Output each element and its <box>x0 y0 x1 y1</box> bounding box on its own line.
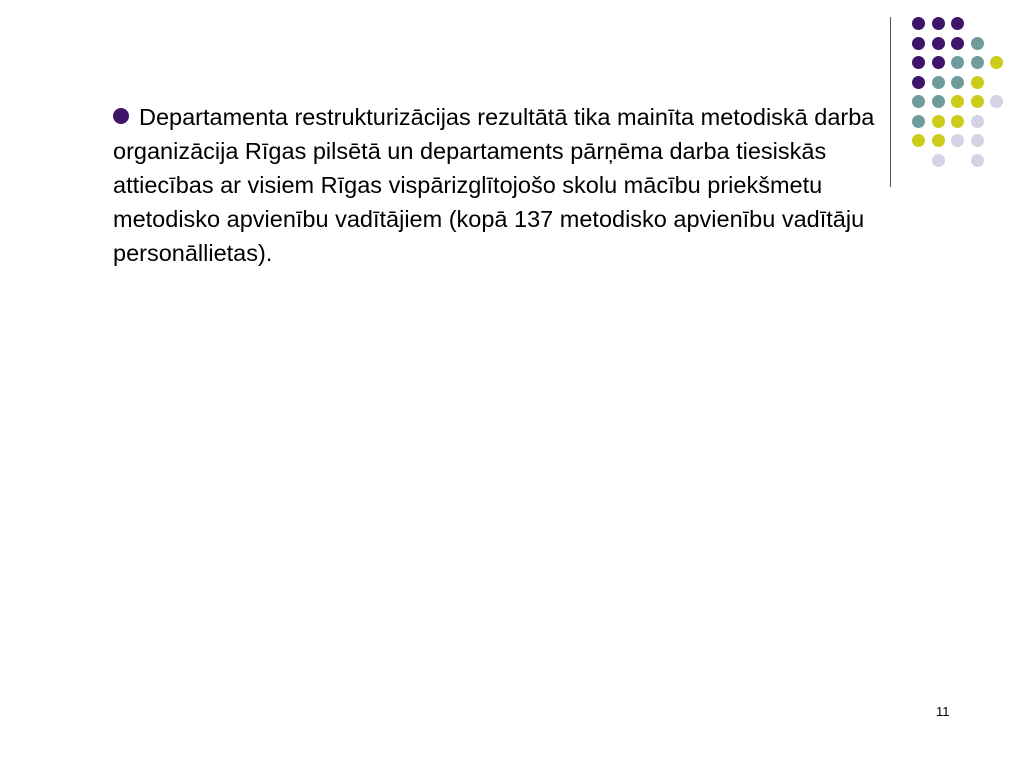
decorative-dot <box>971 154 984 167</box>
decorative-dot <box>971 95 984 108</box>
decorative-dot <box>971 134 984 147</box>
paragraph-text: Departamenta restrukturizācijas rezultātā tika mainīta metodiskā darba organizācija Rīgas pilsētā un departaments pārņēma darba tiesiskās attiecības ar visiem Rīgas vispārizglītojošo skolu mācību priekšmetu metodisko apvienību vadītājiem (kopā 137 metodisko apvienību vadītāju personāllietas). <box>113 104 875 266</box>
bullet-paragraph <box>113 100 893 270</box>
decorative-dot <box>971 76 984 89</box>
decorative-dot <box>912 56 925 69</box>
decorative-dot <box>912 95 925 108</box>
decorative-dot <box>951 115 964 128</box>
decorative-dot <box>951 76 964 89</box>
decorative-dot <box>932 17 945 30</box>
decorative-dot <box>932 76 945 89</box>
decorative-dot <box>971 56 984 69</box>
decorative-dot <box>951 17 964 30</box>
decorative-dot <box>912 17 925 30</box>
decorative-dot <box>932 115 945 128</box>
decorative-dot <box>932 154 945 167</box>
decorative-dot <box>971 37 984 50</box>
decorative-dot <box>932 37 945 50</box>
decorative-dot <box>951 37 964 50</box>
decorative-dot <box>912 76 925 89</box>
bullet-icon <box>113 108 129 124</box>
decorative-dot <box>990 95 1003 108</box>
decorative-dot <box>912 115 925 128</box>
decorative-dot <box>951 95 964 108</box>
decorative-dot <box>932 95 945 108</box>
decorative-dot <box>912 37 925 50</box>
decorative-dot <box>951 134 964 147</box>
decorative-dot <box>912 134 925 147</box>
page-number: 11 <box>936 704 950 719</box>
decorative-dot <box>932 56 945 69</box>
decorative-dot <box>951 56 964 69</box>
decorative-dot <box>971 115 984 128</box>
decorative-dot <box>932 134 945 147</box>
decorative-dot <box>990 56 1003 69</box>
